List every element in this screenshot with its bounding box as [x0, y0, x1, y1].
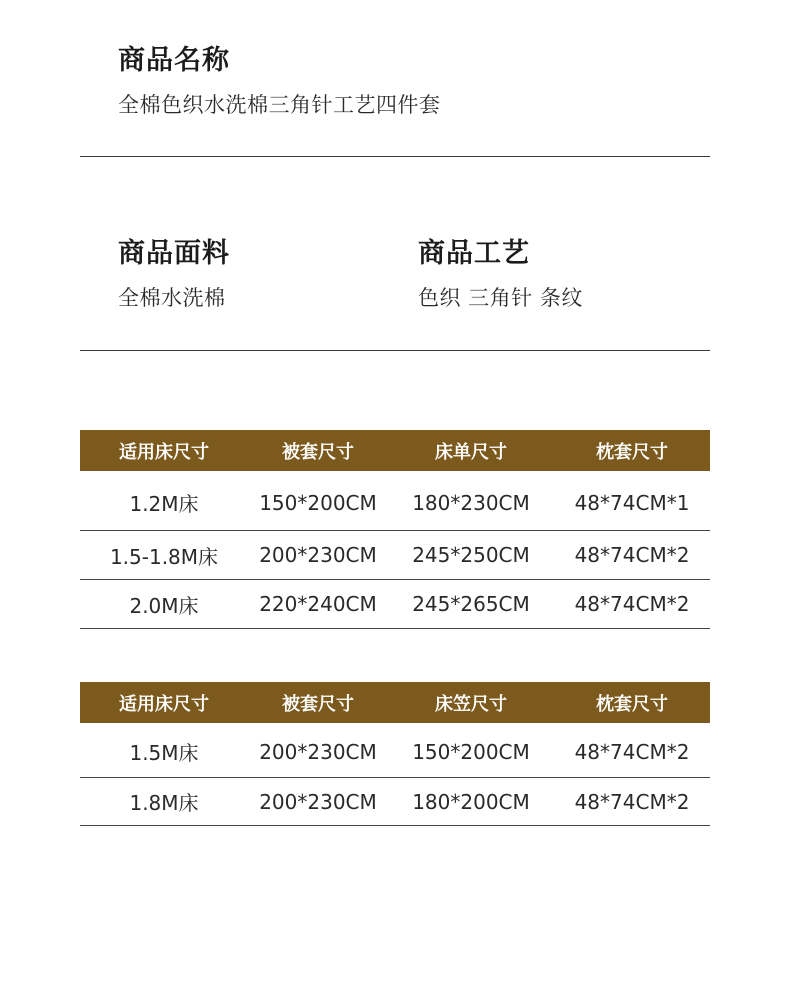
- table-cell: 1.5M床: [129, 741, 199, 765]
- fabric-value: 全棉水洗棉: [118, 286, 226, 310]
- table-row: [80, 471, 710, 531]
- table-cell: 2.0M床: [129, 593, 199, 618]
- table-cell: 48*74CM*2: [574, 739, 690, 764]
- table-cell: 200*230CM: [259, 739, 377, 764]
- table-header: [80, 430, 710, 471]
- table-cell: 48*74CM*2: [574, 592, 690, 616]
- table-cell: 1.5-1.8M床: [109, 544, 219, 569]
- fabric-title: 商品面料: [118, 238, 230, 269]
- table-row: [80, 531, 710, 580]
- product-name-title: 商品名称: [118, 45, 230, 76]
- table-row: [80, 723, 710, 778]
- table-cell: 245*265CM: [412, 592, 530, 616]
- table-cell: 180*200CM: [412, 789, 530, 814]
- size-table-2: [80, 682, 710, 826]
- header-cell: 适用床尺寸: [119, 693, 209, 715]
- header-cell: 被套尺寸: [282, 441, 354, 463]
- header-cell: 枕套尺寸: [596, 693, 668, 715]
- table-cell: 200*230CM: [259, 543, 377, 567]
- table-cell: 1.2M床: [129, 492, 199, 516]
- table-cell: 150*200CM: [412, 739, 530, 764]
- table-cell: 180*230CM: [412, 490, 530, 515]
- craft-value: 色织 三角针 条纹: [418, 286, 583, 310]
- table-header: [80, 682, 710, 723]
- table-cell: 200*230CM: [259, 789, 377, 814]
- size-table-1: [80, 430, 710, 629]
- divider: [80, 156, 710, 157]
- header-cell: 枕套尺寸: [596, 441, 668, 463]
- table-cell: 220*240CM: [259, 592, 377, 616]
- header-cell: 适用床尺寸: [119, 441, 209, 463]
- divider: [80, 350, 710, 351]
- craft-title: 商品工艺: [418, 238, 530, 269]
- table-cell: 48*74CM*1: [574, 490, 690, 515]
- product-name-value: 全棉色织水洗棉三角针工艺四件套: [118, 93, 441, 117]
- header-cell: 床单尺寸: [435, 441, 507, 463]
- header-cell: 被套尺寸: [282, 693, 354, 715]
- table-cell: 150*200CM: [259, 490, 377, 515]
- table-cell: 1.8M床: [129, 791, 199, 815]
- table-cell: 48*74CM*2: [574, 543, 690, 567]
- header-cell: 床笠尺寸: [435, 693, 507, 715]
- table-cell: 245*250CM: [412, 543, 530, 567]
- table-row: [80, 778, 710, 826]
- table-cell: 48*74CM*2: [574, 789, 690, 814]
- table-row: [80, 580, 710, 629]
